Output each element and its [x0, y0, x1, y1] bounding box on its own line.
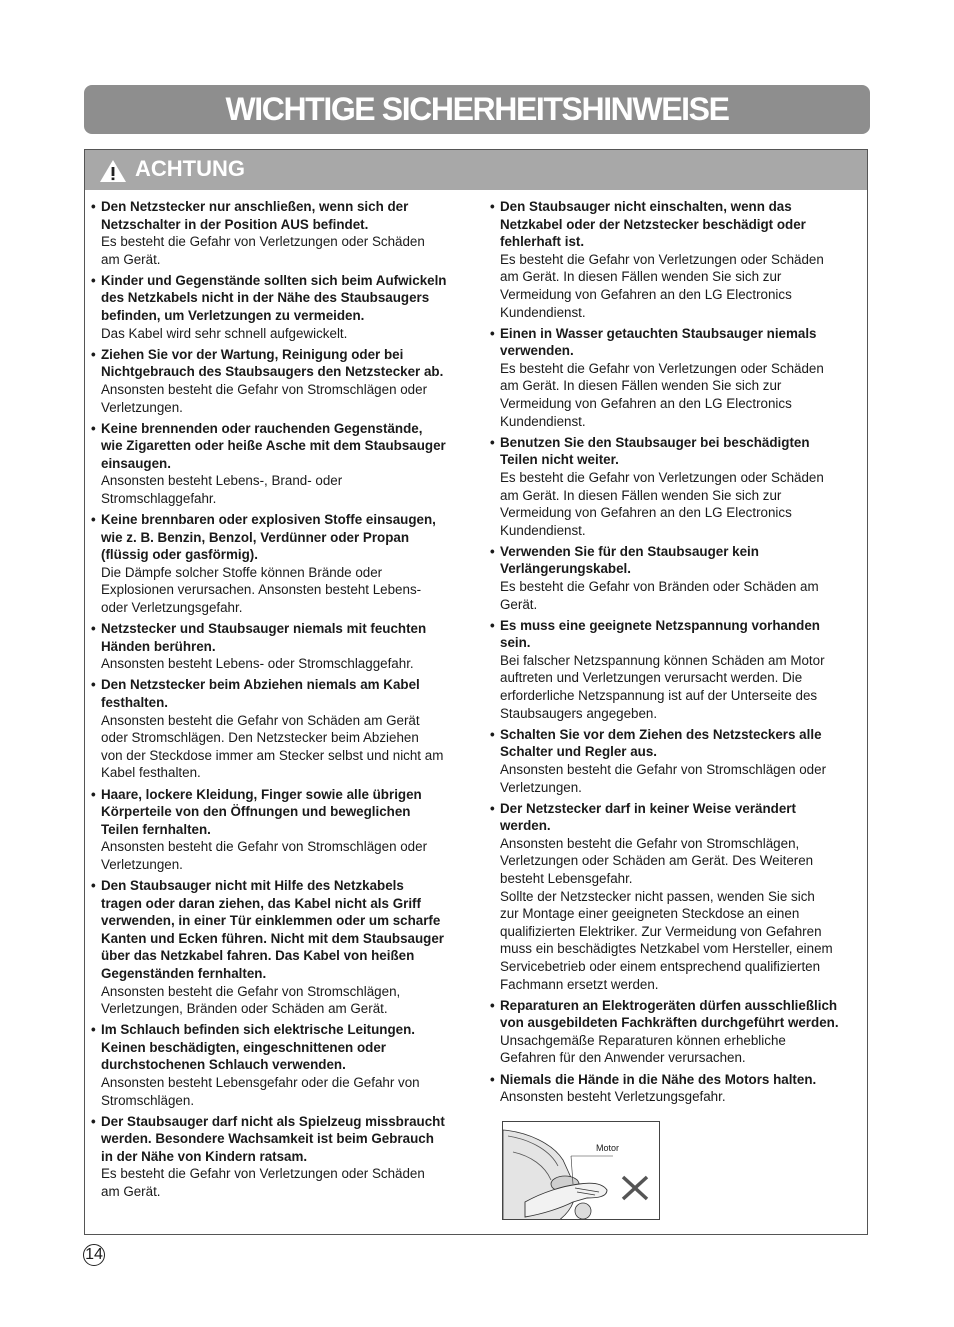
safety-item-heading: Netzstecker und Staubsauger niemals mit feuchten Händen berühren.: [101, 621, 427, 654]
safety-item-heading: Keine brennenden oder rauchenden Gegenstände, wie Zigaretten oder heiße Asche mit dem Staubsauger einsaugen.: [101, 420, 446, 471]
safety-item-heading: Haare, lockere Kleidung, Finger sowie alle übrigen Körperteile von den Öffnungen und beweglichen Teilen fernhalten.: [101, 786, 422, 837]
bullet-marker: •: [490, 1071, 495, 1087]
safety-item: [490, 800, 862, 994]
safety-item-heading: Es muss eine geeignete Netzspannung vorhanden sein.: [500, 617, 820, 651]
safety-item-heading: Benutzen Sie den Staubsauger bei beschädigten Teilen nicht weiter.: [500, 434, 810, 468]
safety-item-heading: Kinder und Gegenstände sollten sich beim Aufwickeln des Netzkabels nicht in der Nähe des Staubsaugers befinden, um Verletzungen zu vermeiden.: [101, 272, 447, 324]
safety-item: [91, 877, 467, 1018]
safety-item: [490, 198, 862, 321]
safety-item: [490, 617, 862, 723]
safety-item-heading: Den Netzstecker beim Abziehen niemals am Kabel festhalten.: [101, 677, 420, 711]
bullet-marker: •: [91, 512, 96, 528]
bullet-marker: •: [91, 1022, 96, 1038]
bullet-marker: •: [91, 346, 96, 362]
safety-item-heading: Niemals die Hände in die Nähe des Motors halten.: [500, 1071, 817, 1087]
safety-item-heading: Keine brennbaren oder explosiven Stoffe einsaugen, wie z. B. Benzin, Benzol, Verdünner oder Propan (flüssig oder gasförmig).: [101, 512, 436, 563]
safety-item-text: Ansonsten besteht die Gefahr von Stromschlägen, Verletzungen, Bränden oder Schäden am Gerät.: [101, 983, 401, 1017]
safety-item-heading: Einen in Wasser getauchten Staubsauger niemals verwenden.: [500, 325, 817, 359]
motor-illustration: [502, 1121, 660, 1220]
safety-item: [490, 726, 862, 796]
safety-item-heading: Ziehen Sie vor der Wartung, Reinigung oder bei Nichtgebrauch des Staubsaugers den Netzstecker ab.: [101, 346, 444, 380]
safety-item: [490, 997, 862, 1067]
safety-item: [91, 786, 467, 874]
safety-item-text: Unsachgemäße Reparaturen können erhebliche Gefahren für den Anwender verursachen.: [500, 1032, 786, 1066]
bullet-marker: •: [490, 726, 495, 742]
warning-label: ACHTUNG: [135, 156, 245, 181]
safety-item: [490, 434, 862, 540]
safety-item-text: Ansonsten besteht die Gefahr von Stromschlägen, Verletzungen oder Schäden am Gerät. Des Weiteren besteht Lebensgefahr. Sollte der Netzstecker nicht passen, wenden Sie sich zur Montage einer geeigneten Steckdose an einen qualifizierten Elektriker. Zur Vermeidung von Gefahren muss ein beschädigtes Netzkabel vom Hersteller, einem Servicebetrieb oder einem entsprechend qualifizierten Fachmann ersetzt werden.: [500, 835, 833, 992]
bullet-marker: •: [91, 621, 96, 637]
safety-item-text: Ansonsten besteht die Gefahr von Stromschlägen oder Verletzungen.: [101, 381, 428, 415]
bullet-marker: •: [91, 199, 96, 214]
safety-item-text: Es besteht die Gefahr von Verletzungen oder Schäden am Gerät. In diesen Fällen wenden Sie sich zur Vermeidung von Gefahren an den LG Electronics Kundendienst.: [500, 469, 824, 538]
safety-item-heading: Den Staubsauger nicht mit Hilfe des Netzkabels tragen oder daran ziehen, das Kabel nicht als Griff verwenden, in einer Tür einklemmen oder um scharfe Kanten und Ecken führen. Nicht mit dem Staubsauger über das Netzkabel fahren. Das Kabel von heißen Gegenständen fernhalten.: [101, 877, 444, 981]
safety-item: [490, 325, 862, 431]
safety-item: [91, 346, 467, 416]
safety-item: [91, 511, 467, 617]
warning-header: [85, 150, 867, 190]
safety-item-text: Die Dämpfe solcher Stoffe können Brände oder Explosionen verursachen. Ansonsten besteht Lebens- oder Verletzungsgefahr.: [101, 564, 422, 616]
bullet-marker: •: [91, 272, 96, 288]
safety-item-text: Ansonsten besteht die Gefahr von Schäden am Gerät oder Stromschlägen. Den Netzstecker beim Abziehen von der Steckdose immer am Stecker selbst und nicht am Kabel festhalten.: [101, 712, 444, 781]
safety-item-heading: Den Staubsauger nicht einschalten, wenn das Netzkabel oder der Netzstecker beschädigt oder fehlerhaft ist.: [500, 199, 806, 250]
vacuum-motor-drawing: [503, 1122, 660, 1220]
safety-item: [91, 1113, 467, 1201]
warning-box: [84, 149, 868, 1235]
safety-item-text: Es besteht die Gefahr von Verletzungen oder Schäden am Gerät.: [101, 234, 425, 267]
safety-item-text: Ansonsten besteht Verletzungsgefahr.: [500, 1089, 726, 1105]
bullet-marker: •: [490, 543, 495, 559]
safety-item-text: Es besteht die Gefahr von Verletzungen oder Schäden am Gerät.: [101, 1166, 425, 1200]
bullet-marker: •: [91, 420, 96, 436]
bullet-marker: •: [490, 997, 495, 1013]
safety-item: [91, 620, 467, 673]
page-number: 14: [83, 1244, 105, 1266]
warning-triangle-icon: [99, 159, 127, 183]
safety-item-text: Das Kabel wird sehr schnell aufgewickelt.: [101, 325, 348, 341]
bullet-marker: •: [91, 1113, 96, 1129]
bullet-marker: •: [91, 877, 96, 893]
bullet-marker: •: [490, 325, 495, 341]
safety-item-text: Es besteht die Gefahr von Verletzungen oder Schäden am Gerät. In diesen Fällen wenden Sie sich zur Vermeidung von Gefahren an den LG Electronics Kundendienst.: [500, 360, 824, 429]
safety-item-text: Ansonsten besteht Lebensgefahr oder die Gefahr von Stromschlägen.: [101, 1075, 420, 1108]
safety-item-heading: Den Netzstecker nur anschließen, wenn sich der Netzschalter in der Position AUS befindet.: [101, 199, 409, 232]
safety-item-text: Ansonsten besteht Lebens- oder Stromschlaggefahr.: [101, 656, 414, 672]
safety-item-text: Es besteht die Gefahr von Bränden oder Schäden am Gerät.: [500, 578, 819, 612]
safety-item-heading: Im Schlauch befinden sich elektrische Leitungen. Keinen beschädigten, eingeschnittenen oder durchstochenen Schlauch verwenden.: [101, 1022, 416, 1073]
safety-item-text: Ansonsten besteht die Gefahr von Stromschlägen oder Verletzungen.: [500, 761, 827, 795]
safety-item: [91, 272, 467, 342]
safety-item-heading: Schalten Sie vor dem Ziehen des Netzsteckers alle Schalter und Regler aus.: [500, 726, 822, 760]
safety-item-heading: Verwenden Sie für den Staubsauger kein Verlängerungskabel.: [500, 543, 759, 577]
bullet-marker: •: [490, 199, 495, 214]
safety-item: [490, 1071, 862, 1106]
safety-item: [490, 543, 862, 613]
left-column: [91, 198, 467, 1204]
bullet-marker: •: [91, 786, 96, 802]
bullet-marker: •: [490, 434, 495, 450]
safety-item: [91, 1021, 467, 1109]
safety-item-heading: Der Staubsauger darf nicht als Spielzeug missbraucht werden. Besondere Wachsamkeit ist beim Gebrauch in der Nähe von Kindern ratsam.: [101, 1113, 445, 1164]
safety-item-text: Ansonsten besteht Lebens-, Brand- oder Stromschlaggefahr.: [101, 473, 343, 506]
title-banner: [84, 85, 870, 134]
safety-item: [91, 420, 467, 508]
safety-item-heading: Reparaturen an Elektrogeräten dürfen ausschließlich von ausgebildeten Fachkräften durchgeführt werden.: [500, 997, 839, 1031]
bullet-marker: •: [91, 677, 96, 693]
motor-label: Motor: [596, 1143, 620, 1153]
bullet-marker: •: [490, 800, 495, 816]
safety-item: [91, 676, 467, 782]
safety-item-text: Bei falscher Netzspannung können Schäden am Motor auftreten und Verletzungen verursacht werden. Die erforderliche Netzspannung ist auf der Unterseite des Staubsaugers angegeben.: [500, 652, 825, 721]
safety-item-heading: Der Netzstecker darf in keiner Weise verändert werden.: [500, 800, 796, 834]
bullet-marker: •: [490, 617, 495, 633]
page-title: WICHTIGE SICHERHEITSHINWEISE: [225, 91, 729, 127]
safety-item-text: Ansonsten besteht die Gefahr von Stromschlägen oder Verletzungen.: [101, 839, 428, 872]
safety-item-text: Es besteht die Gefahr von Verletzungen oder Schäden am Gerät. In diesen Fällen wenden Sie sich zur Vermeidung von Gefahren an den LG Electronics Kundendienst.: [500, 251, 824, 320]
right-column: [490, 198, 862, 1109]
safety-item: [91, 198, 467, 268]
